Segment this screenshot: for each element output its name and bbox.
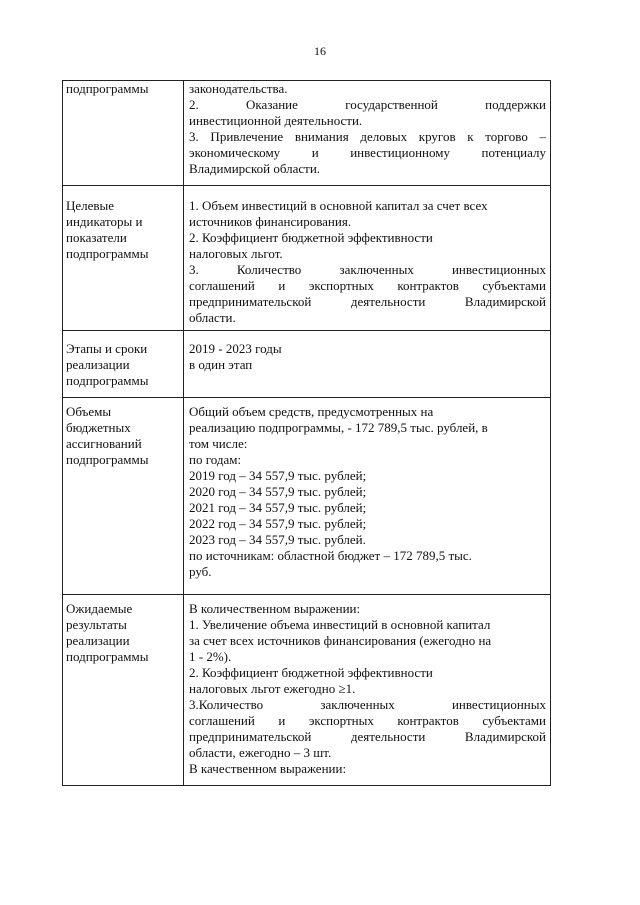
text-line: 2. Оказание государственной поддержки (189, 97, 546, 112)
table-row-target-indicators (63, 186, 551, 331)
text-line: 2019 - 2023 годы (189, 341, 282, 356)
text-line: руб. (189, 564, 212, 579)
text-line: 3.Количество заключенных инвестиционных (189, 697, 546, 712)
passport-table (62, 80, 551, 786)
text-line: налоговых льгот. (189, 246, 283, 261)
row-value (184, 398, 551, 595)
text-line: 1 - 2%). (189, 649, 232, 664)
page-number: 16 (314, 44, 326, 58)
text-line: законодательства. (189, 81, 288, 96)
text-line: налоговых льгот ежегодно ≥1. (189, 681, 356, 696)
row-label: Целевые индикаторы и показатели подпрограммы (63, 186, 184, 331)
text-line: 3. Привлечение внимания деловых кругов к торгово – (189, 129, 546, 144)
text-line: реализацию подпрограммы, - 172 789,5 тыс. рублей, в (189, 420, 488, 435)
row-label: Ожидаемые результаты реализации подпрограммы (63, 595, 184, 786)
table-row-expected-results (63, 595, 551, 786)
text-line: источников финансирования. (189, 214, 352, 229)
text-line: соглашений и экспортных контрактов субъектами (189, 713, 546, 728)
text-line: за счет всех источников финансирования (ежегодно на (189, 633, 492, 648)
text-line: 2019 год – 34 557,9 тыс. рублей; (189, 468, 367, 483)
row-label: Объемы бюджетных ассигнований подпрограммы (63, 398, 184, 595)
text-line: 2023 год – 34 557,9 тыс. рублей. (189, 532, 366, 547)
text-line: 2022 год – 34 557,9 тыс. рублей; (189, 516, 367, 531)
table-row-stages-and-terms (63, 331, 551, 398)
text-line: предпринимательской деятельности Владимирской (189, 294, 546, 309)
text-line: области. (189, 310, 236, 325)
text-line: В качественном выражении: (189, 761, 347, 776)
text-line: 2021 год – 34 557,9 тыс. рублей; (189, 500, 367, 515)
text-line: 2. Коэффициент бюджетной эффективности (189, 665, 433, 680)
text-line: экономическому и инвестиционному потенциалу (189, 145, 546, 160)
table-row-goals-continuation (63, 81, 551, 186)
row-value (184, 331, 551, 398)
row-value (184, 595, 551, 786)
text-line: 3. Количество заключенных инвестиционных (189, 262, 546, 277)
text-line: том числе: (189, 436, 248, 451)
text-line: области, ежегодно – 3 шт. (189, 745, 332, 760)
text-line: Общий объем средств, предусмотренных на (189, 404, 434, 419)
text-line: инвестиционной деятельности. (189, 113, 363, 128)
text-line: 1. Объем инвестиций в основной капитал за счет всех (189, 198, 488, 213)
text-line: по источникам: областной бюджет – 172 789,5 тыс. (189, 548, 472, 563)
row-value (184, 186, 551, 331)
text-line: 1. Увеличение объема инвестиций в основной капитал (189, 617, 491, 632)
text-line: 2. Коэффициент бюджетной эффективности (189, 230, 433, 245)
row-value (184, 81, 551, 186)
row-label: подпрограммы (63, 81, 184, 186)
text-line: 2020 год – 34 557,9 тыс. рублей; (189, 484, 367, 499)
text-line: по годам: (189, 452, 242, 467)
table-row-budget-allocations (63, 398, 551, 595)
text-line: соглашений и экспортных контрактов субъектами (189, 278, 546, 293)
text-line: Владимирской области. (189, 161, 321, 176)
text-line: предпринимательской деятельности Владимирской (189, 729, 546, 744)
text-line: В количественном выражении: (189, 601, 361, 616)
row-label: Этапы и сроки реализации подпрограммы (63, 331, 184, 398)
text-line: в один этап (189, 357, 253, 372)
